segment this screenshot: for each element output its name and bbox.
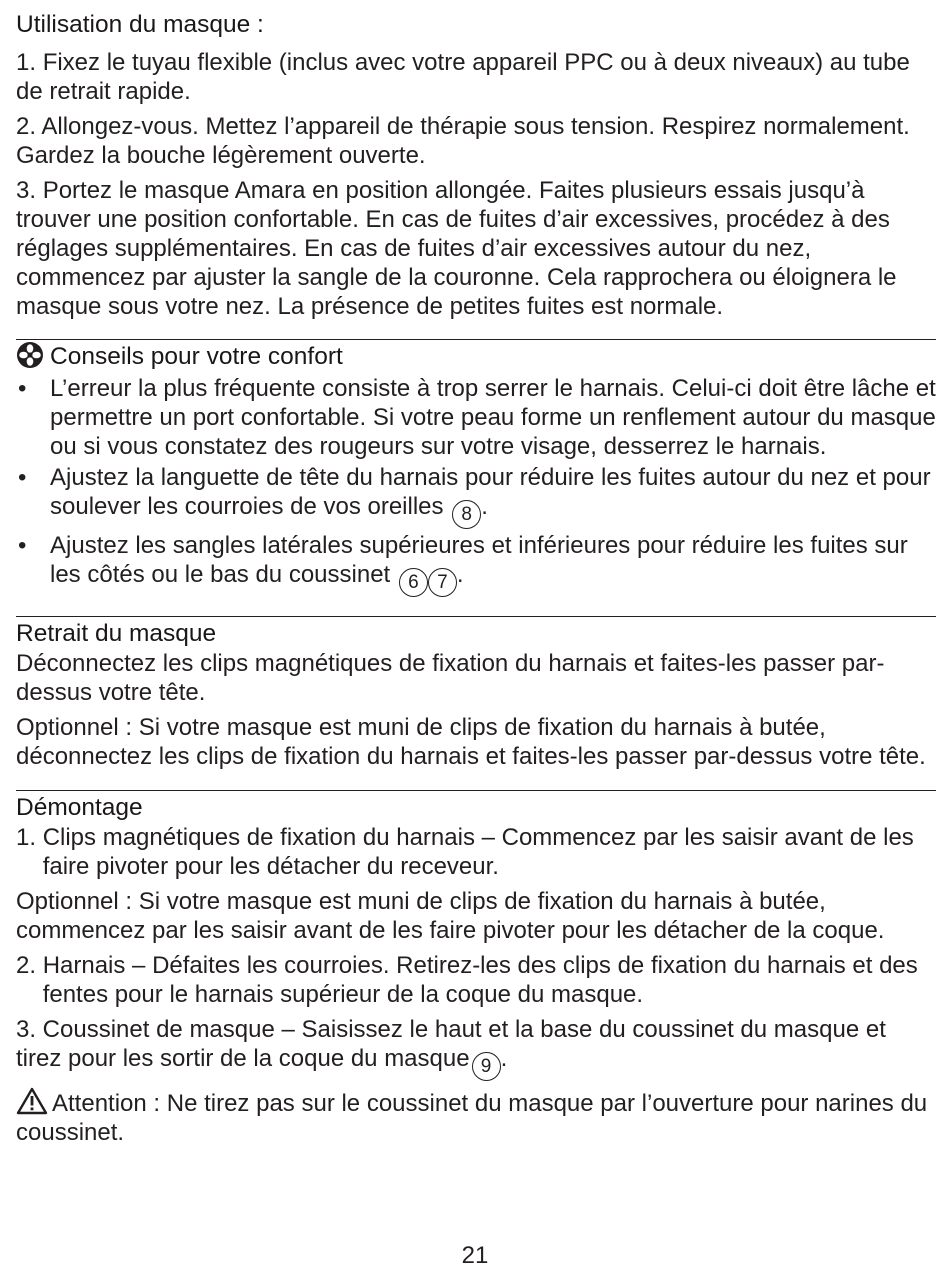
section-divider [16,790,936,791]
usage-heading: Utilisation du masque : [16,11,264,38]
warning-triangle-icon [16,1087,48,1115]
tips-heading: Conseils pour votre confort [50,343,343,370]
bullet: • [18,464,27,491]
warning-text: Ne tirez pas sur le coussinet du masque par l’ouverture pour narines du coussinet. [16,1090,928,1146]
tip-item [16,374,936,461]
warning-paragraph [16,1087,936,1147]
tip-text: Ajustez les sangles latérales supérieures et inférieures pour réduire les fuites sur les côtés ou le bas du coussinet [50,532,908,588]
tips-list [16,374,936,597]
tip-text: Ajustez la languette de tête du harnais pour réduire les fuites autour du nez et pour soulever les courroies de vos oreilles [50,464,931,520]
usage-step-1 [16,48,936,106]
disassembly-step-3 [16,1015,936,1081]
step-end: . [500,1045,508,1072]
tip-item [16,531,936,597]
usage-step-2 [16,112,936,170]
removal-text: Déconnectez les clips magnétiques de fixation du harnais et faites-les passer par-dessus votre tête. [16,650,885,706]
tip-end: . [456,561,464,588]
usage-step-1-number: 1. [16,49,43,76]
disassembly-optional [16,887,936,945]
optional-text: Si votre masque est muni de clips de fixation du harnais à butée, déconnectez les clips de fixation du harnais et faites-les passer par-dessus votre tête. [16,714,926,770]
usage-step-2-number: 2. [16,113,42,140]
figure-ref-7: 7 [428,568,457,597]
tip-end: . [481,493,488,520]
warning-label: Attention : [52,1090,161,1117]
figure-ref-6: 6 [399,568,428,597]
step-number: 1. [16,824,43,851]
usage-step-3-text: Portez le masque Amara en position allongée. Faites plusieurs essais jusqu’à trouver une position confortable. En cas de fuites d’air excessives, procédez à des réglages supplémentaires. En cas de fuites d’air excessives autour du nez, commencez par ajuster la sangle de la couronne. Cela rapprochera ou éloignera le masque sous votre nez. La présence de petites fuites est normale. [16,177,897,320]
disassembly-step-1 [16,823,936,881]
usage-step-1-text: Fixez le tuyau flexible (inclus avec votre appareil PPC ou à deux niveaux) au tube de retrait rapide. [16,49,910,105]
step-number: 2. [16,952,43,979]
step-text: Harnais – Défaites les courroies. Retirez-les des clips de fixation du harnais et des fentes pour le harnais supérieur de la coque du masque. [42,952,918,1008]
page-content [16,10,936,1147]
page-number: 21 [461,1242,489,1269]
comfort-tips-icon [16,341,44,369]
step-text: Clips magnétiques de fixation du harnais – Commencez par les saisir avant de les faire pivoter pour les détacher du receveur. [42,824,914,880]
tip-item [16,463,936,529]
removal-heading: Retrait du masque [16,620,217,647]
figure-ref-9: 9 [472,1052,501,1081]
optional-label: Optionnel : [16,888,133,915]
usage-step-3 [16,176,936,321]
removal-optional [16,713,936,771]
disassembly-heading: Démontage [16,794,143,821]
disassembly-step-2 [16,951,936,1009]
bullet: • [18,375,27,402]
usage-step-2-text: Allongez-vous. Mettez l’appareil de thérapie sous tension. Respirez normalement. Gardez la bouche légèrement ouverte. [16,113,910,169]
tip-text: L’erreur la plus fréquente consiste à trop serrer le harnais. Celui-ci doit être lâche et permettre un port confortable. Si votre peau forme un renflement autour du masque ou si vous constatez des rougeurs sur votre visage, desserrez le harnais. [50,375,936,460]
section-divider [16,339,936,340]
optional-text: Si votre masque est muni de clips de fixation du harnais à butée, commencez par les saisir avant de les faire pivoter pour les détacher de la coque. [16,888,885,944]
section-divider [16,616,936,617]
figure-ref-8: 8 [452,500,481,529]
tips-heading-row [16,342,936,372]
bullet: • [18,532,27,559]
step-text: 3. Coussinet de masque – Saisissez le haut et la base du coussinet du masque et tirez pour les sortir de la coque du masque [16,1016,886,1072]
optional-label: Optionnel : [16,714,133,741]
usage-step-3-number: 3. [16,177,43,204]
